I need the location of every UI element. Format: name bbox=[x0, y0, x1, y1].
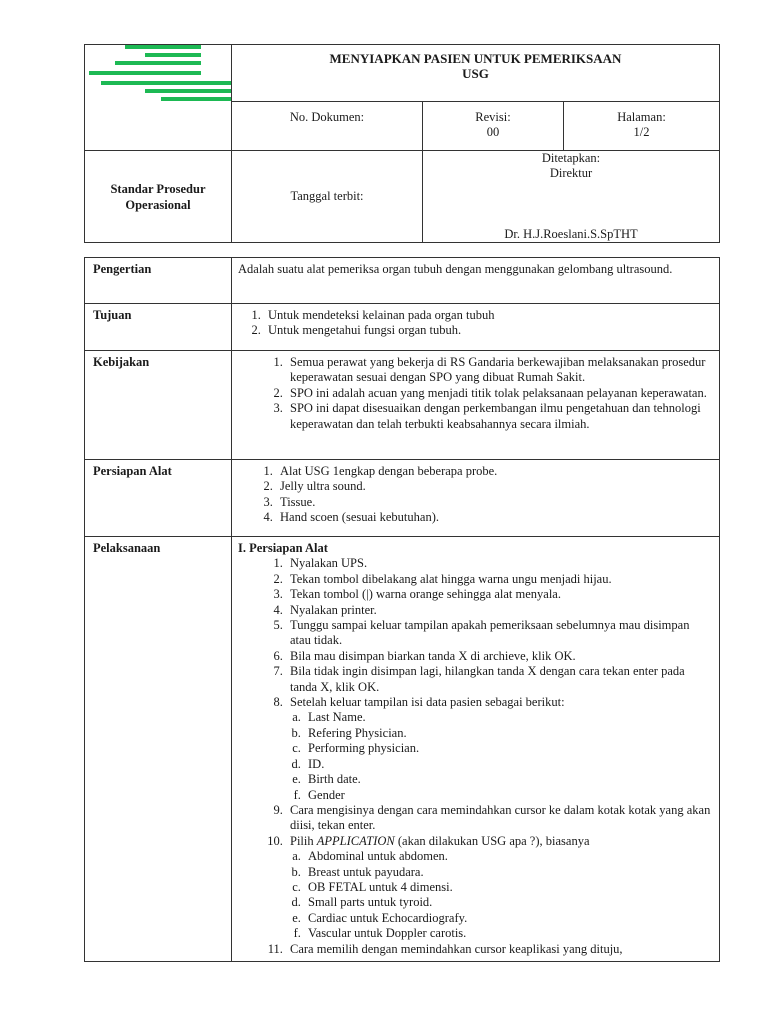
pelaksanaan-label: Pelaksanaan bbox=[85, 537, 232, 962]
sub-list-item: c. OB FETAL untuk 4 dimensi. bbox=[304, 880, 713, 895]
persiapan-alat-label: Persiapan Alat bbox=[85, 460, 232, 537]
tanggal-label: Tanggal terbit: bbox=[290, 189, 364, 203]
kebijakan-list bbox=[238, 355, 713, 432]
list-item: 3. SPO ini dapat disesuaikan dengan perkembangan ilmu pengetahuan dan tehnologi keperawatan dan telah terbukti keabsahannya secara ilmiah. bbox=[286, 401, 713, 432]
list-item: 2. SPO ini adalah acuan yang menjadi titik tolak pelaksanaan pelayanan keperawatan. bbox=[286, 386, 713, 401]
kebijakan-content bbox=[232, 351, 720, 460]
application-term: APPLICATION bbox=[316, 833, 395, 848]
sub-list-item: e. Cardiac untuk Echocardiografy. bbox=[304, 911, 713, 926]
list-item: 7. Bila tidak ingin disimpan lagi, hilangkan tanda X dengan cara tekan enter pada tanda X, klik OK. bbox=[286, 664, 713, 695]
sub-list-item: b. Refering Physician. bbox=[304, 726, 713, 741]
list-item: 3. Tekan tombol (|) warna orange sehingga alat menyala. bbox=[286, 587, 713, 602]
sub-list-item: c. Performing physician. bbox=[304, 741, 713, 756]
revisi-label: Revisi: bbox=[475, 110, 511, 124]
document-title bbox=[232, 45, 720, 102]
list-item bbox=[286, 834, 713, 942]
pengertian-text: Adalah suatu alat pemeriksa organ tubuh dengan menggunakan gelombang ultrasound. bbox=[232, 258, 720, 304]
application-list bbox=[290, 849, 713, 941]
hospital-logo-icon bbox=[85, 45, 231, 101]
pelaksanaan-list bbox=[238, 556, 713, 957]
list-item: 4. Nyalakan printer. bbox=[286, 603, 713, 618]
pengertian-label: Pengertian bbox=[85, 258, 232, 304]
list-item: 2. Jelly ultra sound. bbox=[276, 479, 713, 494]
persiapan-alat-content bbox=[232, 460, 720, 537]
sub-list-item: d. ID. bbox=[304, 757, 713, 772]
signatory-name: Dr. H.J.Roeslani.S.SpTHT bbox=[504, 227, 638, 241]
sub-list-item: d. Small parts untuk tyroid. bbox=[304, 895, 713, 910]
title-line-2: USG bbox=[462, 66, 489, 81]
sub-list-item: b. Breast untuk payudara. bbox=[304, 865, 713, 880]
patient-data-list bbox=[290, 710, 713, 802]
halaman-label: Halaman: bbox=[617, 110, 666, 124]
list-item: 4. Hand scoen (sesuai kebutuhan). bbox=[276, 510, 713, 525]
list-item: 1. Alat USG 1engkap dengan beberapa probe. bbox=[276, 464, 713, 479]
sub-list-item: f. Gender bbox=[304, 788, 713, 803]
spo-label-line-2: Operasional bbox=[125, 197, 191, 212]
procedure-table bbox=[84, 257, 720, 962]
tujuan-content bbox=[232, 304, 720, 351]
no-dokumen-cell bbox=[232, 102, 423, 151]
row-pelaksanaan bbox=[85, 537, 720, 962]
tujuan-list bbox=[238, 308, 713, 339]
pelaksanaan-content bbox=[232, 537, 720, 962]
ditetapkan-cell bbox=[423, 151, 720, 243]
sub-list-item: e. Birth date. bbox=[304, 772, 713, 787]
direktur-label: Direktur bbox=[549, 166, 593, 180]
revisi-value: 00 bbox=[486, 125, 500, 139]
row-persiapan-alat bbox=[85, 460, 720, 537]
item10-pre: Pilih bbox=[290, 833, 317, 848]
halaman-value: 1/2 bbox=[633, 125, 650, 139]
row-kebijakan bbox=[85, 351, 720, 460]
logo-cell bbox=[85, 45, 232, 151]
persiapan-alat-list bbox=[238, 464, 713, 526]
persiapan-alat-subheading: I. Persiapan Alat bbox=[238, 541, 328, 555]
list-item: 2. Untuk mengetahui fungsi organ tubuh. bbox=[264, 323, 713, 338]
row-tujuan bbox=[85, 304, 720, 351]
row-pengertian bbox=[85, 258, 720, 304]
list-item: 9. Cara mengisinya dengan cara memindahkan cursor ke dalam kotak kotak yang akan diisi, tekan enter. bbox=[286, 803, 713, 834]
revisi-cell bbox=[423, 102, 564, 151]
list-item: 1. Nyalakan UPS. bbox=[286, 556, 713, 571]
sub-list-item: a. Last Name. bbox=[304, 710, 713, 725]
sub-list-item: f. Vascular untuk Doppler carotis. bbox=[304, 926, 713, 941]
halaman-cell bbox=[564, 102, 720, 151]
ditetapkan-label: Ditetapkan: bbox=[541, 151, 601, 165]
list-item: 1. Semua perawat yang bekerja di RS Gandaria berkewajiban melaksanakan prosedur keperawatan sesuai dengan SPO yang dibuat Rumah Sakit. bbox=[286, 355, 713, 386]
list-item: 6. Bila mau disimpan biarkan tanda X di archieve, klik OK. bbox=[286, 649, 713, 664]
list-item: 3. Tissue. bbox=[276, 495, 713, 510]
spo-label-cell bbox=[85, 151, 232, 243]
no-dokumen-label: No. Dokumen: bbox=[289, 110, 365, 124]
list-item: 5. Tunggu sampai keluar tampilan apakah pemeriksaan sebelumnya mau disimpan atau tidak. bbox=[286, 618, 713, 649]
list-item: 1. Untuk mendeteksi kelainan pada organ tubuh bbox=[264, 308, 713, 323]
spo-label-line-1: Standar Prosedur bbox=[110, 181, 206, 196]
kebijakan-label: Kebijakan bbox=[85, 351, 232, 460]
title-line-1: MENYIAPKAN PASIEN UNTUK PEMERIKSAAN bbox=[329, 51, 622, 66]
list-item-text: Setelah keluar tampilan isi data pasien sebagai berikut: bbox=[290, 695, 565, 710]
list-item: 2. Tekan tombol dibelakang alat hingga warna ungu menjadi hijau. bbox=[286, 572, 713, 587]
list-item bbox=[286, 695, 713, 803]
item10-post: (akan dilakukan USG apa ?), biasanya bbox=[394, 833, 590, 848]
document-header bbox=[84, 44, 720, 243]
list-item: 11. Cara memilih dengan memindahkan cursor keaplikasi yang dituju, bbox=[286, 942, 713, 957]
tanggal-cell bbox=[232, 151, 423, 243]
tujuan-label: Tujuan bbox=[85, 304, 232, 351]
sub-list-item: a. Abdominal untuk abdomen. bbox=[304, 849, 713, 864]
